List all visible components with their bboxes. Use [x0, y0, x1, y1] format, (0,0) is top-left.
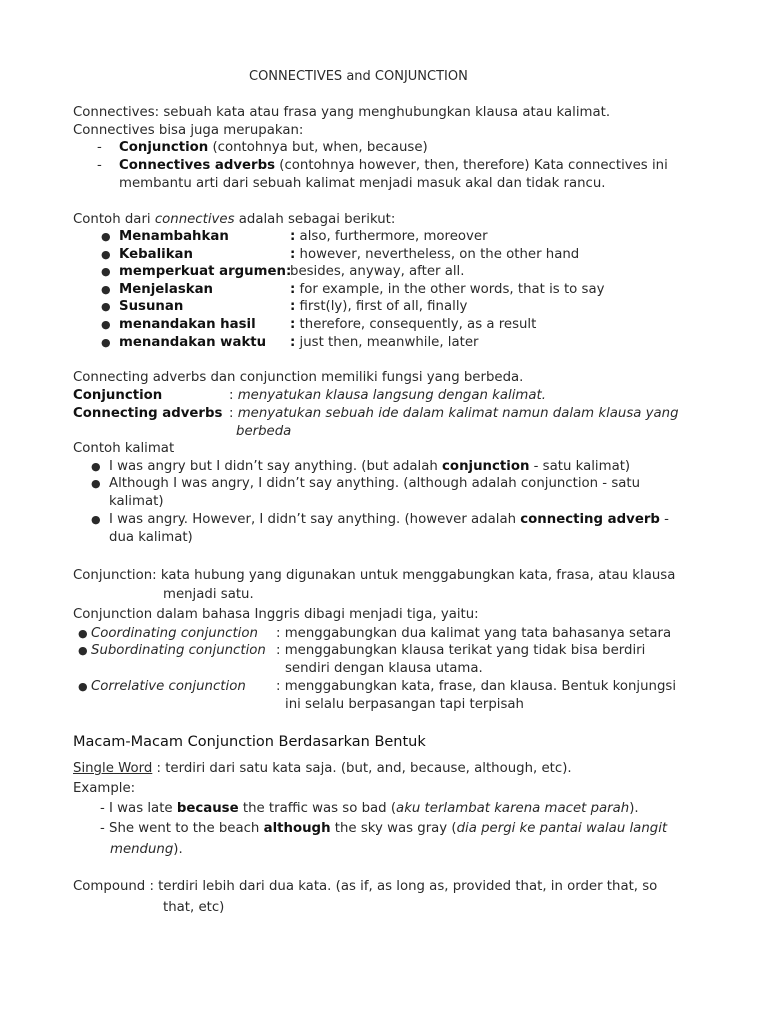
adverb-def: : menyatukan sebuah ide dalam kalimat namun dalam klausa yang: [229, 406, 679, 421]
example-line-continuation: mendung).: [110, 842, 183, 857]
example-sentence-continuation: dua kalimat): [109, 530, 193, 545]
example-sentences-label: Contoh kalimat: [73, 441, 175, 456]
conjunction-type-name: Correlative conjunction: [91, 679, 246, 694]
page-title: CONNECTIVES and CONJUNCTION: [249, 69, 468, 84]
bullet-icon: ●: [101, 300, 111, 313]
conjunction-type-desc: : menggabungkan dua kalimat yang tata bahasanya setara: [276, 626, 672, 641]
example-label: Example:: [73, 781, 136, 796]
list-item-value: besides, anyway, after all.: [290, 264, 465, 279]
bullet-icon: ●: [91, 460, 101, 473]
conjunction-definition-continuation: menjadi satu.: [163, 587, 254, 602]
example-line: - I was late because the traffic was so bad (aku terlambat karena macet parah).: [100, 801, 639, 816]
difference-lead: Connecting adverbs dan conjunction memiliki fungsi yang berbeda.: [73, 370, 524, 385]
adverb-term: Connecting adverbs: [73, 406, 223, 421]
single-word-definition: Single Word : terdiri dari satu kata saja. (but, and, because, although, etc).: [73, 761, 572, 776]
adverb-def-continuation: berbeda: [236, 424, 292, 439]
list-item-term: Susunan: [119, 299, 184, 314]
list-item-term: menandakan waktu: [119, 335, 267, 350]
list-item-value: : also, furthermore, moreover: [290, 229, 488, 244]
example-line: - She went to the beach although the sky was gray (dia pergi ke pantai walau langit: [100, 821, 668, 836]
bullet-icon: ●: [78, 627, 88, 640]
list-item-value: : first(ly), first of all, finally: [290, 299, 468, 314]
conjunction-types-lead: Conjunction dalam bahasa Inggris dibagi menjadi tiga, yaitu:: [73, 607, 479, 622]
section-heading: Macam-Macam Conjunction Berdasarkan Bentuk: [73, 734, 426, 750]
list-item-term: Menambahkan: [119, 229, 229, 244]
intro-item-continuation: membantu arti dari sebuah kalimat menjadi masuk akal dan tidak rancu.: [119, 176, 606, 191]
connectives-subtitle: Connectives bisa juga merupakan:: [73, 123, 304, 138]
conjunction-def: : menyatukan klausa langsung dengan kalimat.: [229, 388, 546, 403]
intro-item: Connectives adverbs (contohnya however, then, therefore) Kata connectives ini: [119, 158, 668, 173]
example-sentence-continuation: kalimat): [109, 494, 164, 509]
connectives-definition: Connectives: sebuah kata atau frasa yang menghubungkan klausa atau kalimat.: [73, 105, 611, 120]
conjunction-type-desc: : menggabungkan kata, frase, dan klausa. Bentuk konjungsi: [276, 679, 677, 694]
bullet-icon: ●: [101, 318, 111, 331]
bullet-icon: ●: [78, 644, 88, 657]
example-sentence: Although I was angry, I didn’t say anything. (although adalah conjunction - satu: [109, 476, 641, 491]
bullet-icon: ●: [101, 283, 111, 296]
list-item-term: menandakan hasil: [119, 317, 256, 332]
bullet-icon: ●: [91, 513, 101, 526]
dash-bullet: -: [97, 158, 102, 173]
list-item-term: memperkuat argumen:: [119, 264, 292, 279]
list-item-value: : just then, meanwhile, later: [290, 335, 479, 350]
conjunction-type-name: Subordinating conjunction: [91, 643, 266, 658]
bullet-icon: ●: [78, 680, 88, 693]
list-item-term: Kebalikan: [119, 247, 193, 262]
conjunction-type-name: Coordinating conjunction: [91, 626, 258, 641]
conjunction-type-desc-continuation: ini selalu berpasangan tapi terpisah: [285, 697, 524, 712]
intro-item: Conjunction (contohnya but, when, because): [119, 140, 428, 155]
compound-definition: Compound : terdiri lebih dari dua kata. (as if, as long as, provided that, in order that, so: [73, 879, 658, 894]
list-item-value: : therefore, consequently, as a result: [290, 317, 537, 332]
bullet-icon: ●: [91, 477, 101, 490]
list-item-value: : for example, in the other words, that is to say: [290, 282, 605, 297]
examples-lead: Contoh dari connectives adalah sebagai berikut:: [73, 212, 396, 227]
compound-definition-continuation: that, etc): [163, 900, 225, 915]
example-sentence: I was angry but I didn’t say anything. (but adalah conjunction - satu kalimat): [109, 459, 631, 474]
bullet-icon: ●: [101, 336, 111, 349]
conjunction-type-desc: : menggabungkan klausa terikat yang tidak bisa berdiri: [276, 643, 646, 658]
conjunction-type-desc-continuation: sendiri dengan klausa utama.: [285, 661, 483, 676]
bullet-icon: ●: [101, 265, 111, 278]
example-sentence: I was angry. However, I didn’t say anything. (however adalah connecting adverb -: [109, 512, 669, 527]
conjunction-definition: Conjunction: kata hubung yang digunakan untuk menggabungkan kata, frasa, atau klausa: [73, 568, 676, 583]
dash-bullet: -: [97, 140, 102, 155]
bullet-icon: ●: [101, 248, 111, 261]
list-item-value: : however, nevertheless, on the other hand: [290, 247, 580, 262]
bullet-icon: ●: [101, 230, 111, 243]
list-item-term: Menjelaskan: [119, 282, 214, 297]
conjunction-term: Conjunction: [73, 388, 163, 403]
